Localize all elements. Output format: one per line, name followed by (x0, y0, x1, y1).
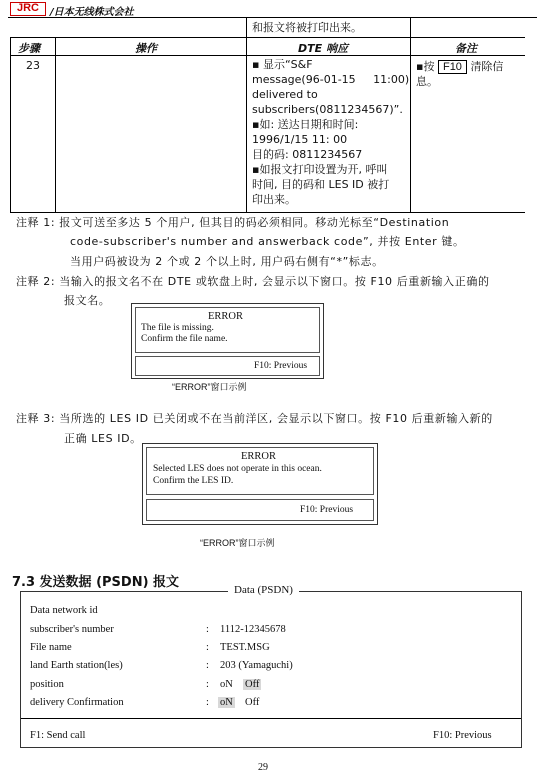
step-number: 23 (26, 59, 40, 72)
table-divider-2 (246, 17, 247, 212)
company-name: /日本无线株式会社 (50, 7, 134, 18)
note-3-line-1: 注释 3: 当所选的 LES ID 已关闭或不在当前洋区, 会显示以下窗口。按 F10 后重新输入新的 (16, 412, 493, 425)
file-name-value[interactable]: TEST.MSG (220, 642, 270, 653)
error-message-line-1: The file is missing. (141, 323, 214, 333)
note-1-line-1: 注释 1: 报文可送至多达 5 个用户, 但其目的码必须相同。移动光标至“Destination (16, 216, 450, 229)
col-header-step: 步骤 (18, 42, 40, 55)
position-on-option[interactable]: oN (220, 679, 233, 690)
f10-previous-button[interactable]: F10: Previous (300, 505, 354, 515)
table-border-left (10, 37, 11, 212)
f10-previous-button[interactable]: F10: Previous (433, 730, 492, 741)
les-label: land Earth station(les) (30, 660, 123, 671)
remarks-text: ▪按 F10 清除信 息。 (416, 60, 504, 88)
delivery-on-option[interactable]: oN (220, 697, 233, 708)
table-header-bottom (10, 55, 525, 56)
data-network-id-label: Data network id (30, 605, 98, 616)
note-1-line-3: 当用户码被设为 2 个或 2 个以上时, 用户码右侧有“*”标志。 (70, 255, 384, 268)
col-header-dte-response: DTE 响应 (298, 42, 348, 55)
note-2-line-1: 注释 2: 当输入的报文名不在 DTE 或软盘上时, 会显示以下窗口。按 F10 后重新输入正确的 (16, 275, 490, 288)
window-title: Data (PSDN) (228, 584, 299, 596)
error-caption-2: “ERROR”窗口示例 (200, 538, 275, 548)
table-top-line (246, 17, 410, 18)
note-2-line-2: 报文名。 (64, 294, 111, 307)
les-value[interactable]: 203 (Yamaguchi) (220, 660, 293, 671)
table-divider-3 (410, 17, 411, 212)
error-title: ERROR (241, 451, 277, 462)
error-message-line-1: Selected LES does not operate in this ocean. (153, 464, 322, 474)
subscriber-number-label: subscriber's number (30, 624, 114, 635)
table-divider-1 (55, 37, 56, 212)
error-caption-1: “ERROR”窗口示例 (172, 382, 247, 392)
f10-previous-button[interactable]: F10: Previous (254, 361, 308, 371)
col-header-operation: 操作 (135, 42, 157, 55)
delivery-confirmation-label: delivery Confirmation (30, 697, 124, 708)
error-title: ERROR (208, 311, 244, 322)
procedure-table (10, 17, 525, 212)
table-header-top (10, 37, 525, 38)
jrc-logo: JRC (10, 2, 46, 16)
error-message-line-2: Confirm the LES ID. (153, 476, 234, 486)
data-psdn-window: Data (PSDN) Data network id subscriber's number : 1112-12345678 File name : TEST.MSG land Earth station(les) : 203 (Yamaguchi) position : oN Off delivery Confirmation : oN Off F1: Send call F10: Previous (20, 591, 522, 748)
window-footer-divider (21, 718, 521, 719)
continued-cell-text: 和报文将被打印出来。 (252, 21, 362, 34)
col-header-remarks: 备注 (455, 42, 477, 55)
note-3-line-2: 正确 LES ID。 (64, 432, 142, 445)
note-1-line-2: code-subscriber's number and answerback code”, 并按 Enter 键。 (70, 235, 465, 248)
dte-response-text: ▪ 显示“S&F message(96-01-15 11:00) delivered to subscribers(0811234567)”. ▪如: 送达日期和时间: 1996/1/15 11: 00 目的码: 0811234567 ▪如报文打印设置为开, 呼叫 时间, 目的码和 LES ID 被打 印出来。 (252, 58, 410, 206)
page-number: 29 (258, 762, 268, 773)
subscriber-number-value[interactable]: 1112-12345678 (220, 624, 286, 635)
f1-send-call-button[interactable]: F1: Send call (30, 730, 86, 741)
section-title: 7.3 发送数据 (PSDN) 报文 (12, 575, 180, 590)
f10-key: F10 (438, 60, 467, 74)
file-name-label: File name (30, 642, 72, 653)
error-window-les (142, 443, 378, 525)
position-off-option[interactable]: Off (245, 679, 260, 690)
delivery-off-option[interactable]: Off (245, 697, 260, 708)
error-message-line-2: Confirm the file name. (141, 334, 228, 344)
position-label: position (30, 679, 64, 690)
table-bottom (10, 212, 525, 213)
error-window-file-missing (131, 303, 324, 379)
